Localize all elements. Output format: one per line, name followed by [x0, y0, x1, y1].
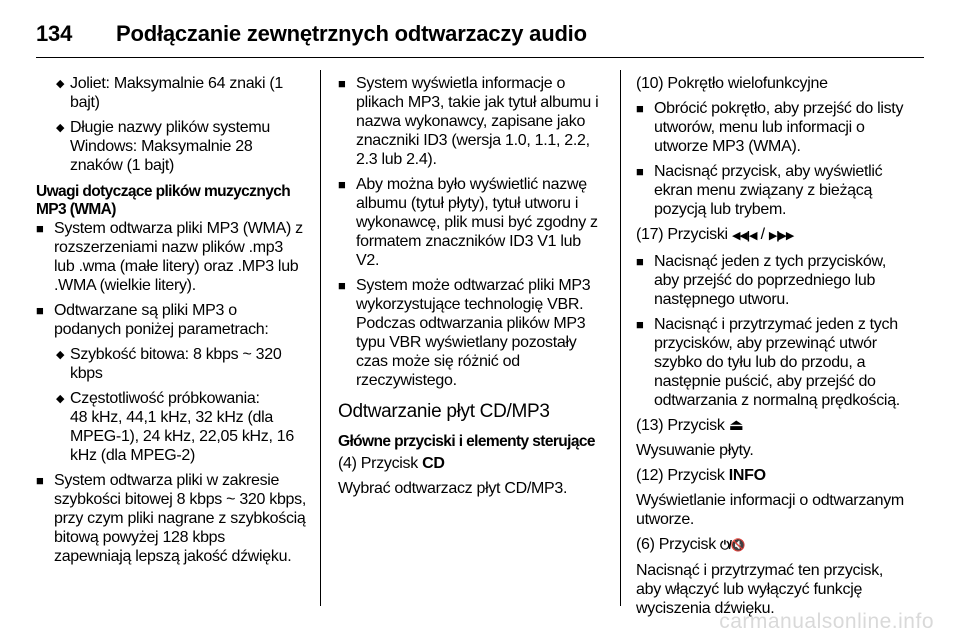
eject-icon: ⏏: [728, 417, 743, 434]
square-bullet-icon: ■: [636, 317, 644, 332]
page-number: 134: [36, 21, 73, 46]
page-title: Podłączanie zewnętrznych odtwarzaczy audio: [116, 21, 587, 46]
list-item: ■ Nacisnąć i przytrzymać jeden z tych przycisków, aby przewinąć utwór szybko do tyłu lub do przodu, a następnie puścić, aby przejść do odtwarzania z normalną prędkością.: [636, 316, 900, 409]
paragraph: (17) Przyciski ◀◀|◀ / ▶|▶▶: [636, 226, 794, 243]
column-3: [636, 74, 904, 624]
paragraph: (10) Pokrętło wielofunkcyjne: [636, 75, 828, 92]
diamond-bullet-icon: ◆: [56, 78, 65, 90]
watermark: carmanualsonline.info: [719, 610, 934, 633]
section-title: Odtwarzanie płyt CD/MP3: [338, 401, 550, 422]
square-bullet-icon: ■: [338, 76, 346, 91]
paragraph: (4) Przycisk CD: [338, 455, 445, 472]
list-item: ■ Nacisnąć jeden z tych przycisków, aby przejść do poprzedniego lub następnego utworu.: [636, 253, 886, 308]
paragraph: (13) Przycisk ⏏: [636, 417, 743, 434]
list-item: ◆ Szybkość bitowa: 8 kbps ~ 320 kbps: [56, 346, 282, 382]
paragraph: Wybrać odtwarzacz płyt CD/MP3.: [338, 480, 568, 497]
list-item: ■ System wyświetla informacje o plikach MP3, takie jak tytuł albumu i nazwa wykonawcy, zapisane jako znaczniki ID3 (wersja 1.0, 1.1, 2.2, 2.3 lub 2.4).: [338, 75, 599, 168]
list-item: ■ Odtwarzane są pliki MP3 o podanych poniżej parametrach:: [36, 302, 269, 338]
cd-button-label: CD: [422, 455, 445, 472]
column-divider: [620, 70, 621, 606]
paragraph: Wyświetlanie informacji o odtwarzanym utworze.: [636, 492, 904, 528]
column-2: [338, 74, 604, 504]
list-item: ■ System odtwarza pliki MP3 (WMA) z rozszerzeniami nazw plików .mp3 lub .wma (małe litery) oraz .MP3 lub .WMA (wielkie litery).: [36, 220, 303, 294]
square-bullet-icon: ■: [338, 177, 346, 192]
header-rule: [36, 57, 924, 58]
square-bullet-icon: ■: [36, 473, 44, 488]
column-divider: [320, 70, 321, 606]
diamond-bullet-icon: ◆: [56, 349, 65, 361]
diamond-bullet-icon: ◆: [56, 393, 65, 405]
square-bullet-icon: ■: [36, 221, 44, 236]
list-item: ■ System odtwarza pliki w zakresie szybkości bitowej 8 kbps ~ 320 kbps, przy czym pliki nagrane z szybkością bitową powyżej 128 kbps zapewniają lepszą jakość dźwięku.: [36, 472, 307, 565]
section-subheading: Główne przyciski i elementy sterujące: [338, 433, 595, 450]
power-mute-icon: ⏻/🔇: [720, 538, 745, 552]
square-bullet-icon: ■: [36, 303, 44, 318]
list-item: ■ Aby można było wyświetlić nazwę albumu (tytuł płyty), tytuł utworu i wykonawcę, plik musi być zgodny z formatem znaczników ID3 V1 lub V2.: [338, 176, 598, 269]
paragraph: Nacisnąć i przytrzymać ten przycisk, aby włączyć lub wyłączyć funkcję wyciszenia dźwięku.: [636, 562, 884, 617]
column-1: [36, 74, 306, 572]
diamond-bullet-icon: ◆: [56, 122, 65, 134]
list-item: ◆ Joliet: Maksymalnie 64 znaki (1 bajt): [56, 75, 284, 111]
info-button-label: INFO: [728, 467, 766, 484]
section-subheading: Uwagi dotyczące plików muzycznych MP3 (WMA): [36, 183, 291, 218]
square-bullet-icon: ■: [636, 101, 644, 116]
square-bullet-icon: ■: [636, 254, 644, 269]
list-item: ■ Nacisnąć przycisk, aby wyświetlić ekran menu związany z bieżącą pozycją lub trybem.: [636, 163, 883, 218]
list-item: ■ System może odtwarzać pliki MP3 wykorzystujące technologię VBR. Podczas odtwarzania plików MP3 typu VBR wyświetlany pozostały czas może się różnić od rzeczywistego.: [338, 277, 591, 389]
list-item: ◆ Częstotliwość próbkowania: 48 kHz, 44,1 kHz, 32 kHz (dla MPEG-1), 24 kHz, 22,05 kHz, 16 kHz (dla MPEG-2): [56, 390, 294, 464]
list-item: ◆ Długie nazwy plików systemu Windows: Maksymalnie 28 znaków (1 bajt): [56, 119, 270, 174]
square-bullet-icon: ■: [338, 278, 346, 293]
square-bullet-icon: ■: [636, 164, 644, 179]
paragraph: (6) Przycisk ⏻/🔇: [636, 536, 745, 553]
page-header: [36, 14, 587, 54]
previous-track-icon: ◀◀|◀: [731, 230, 757, 242]
list-item: ■ Obrócić pokrętło, aby przejść do listy utworów, menu lub informacji o utworze MP3 (WMA).: [636, 100, 904, 155]
paragraph: (12) Przycisk INFO: [636, 467, 766, 484]
paragraph: Wysuwanie płyty.: [636, 442, 754, 459]
next-track-icon: ▶|▶▶: [768, 230, 794, 242]
